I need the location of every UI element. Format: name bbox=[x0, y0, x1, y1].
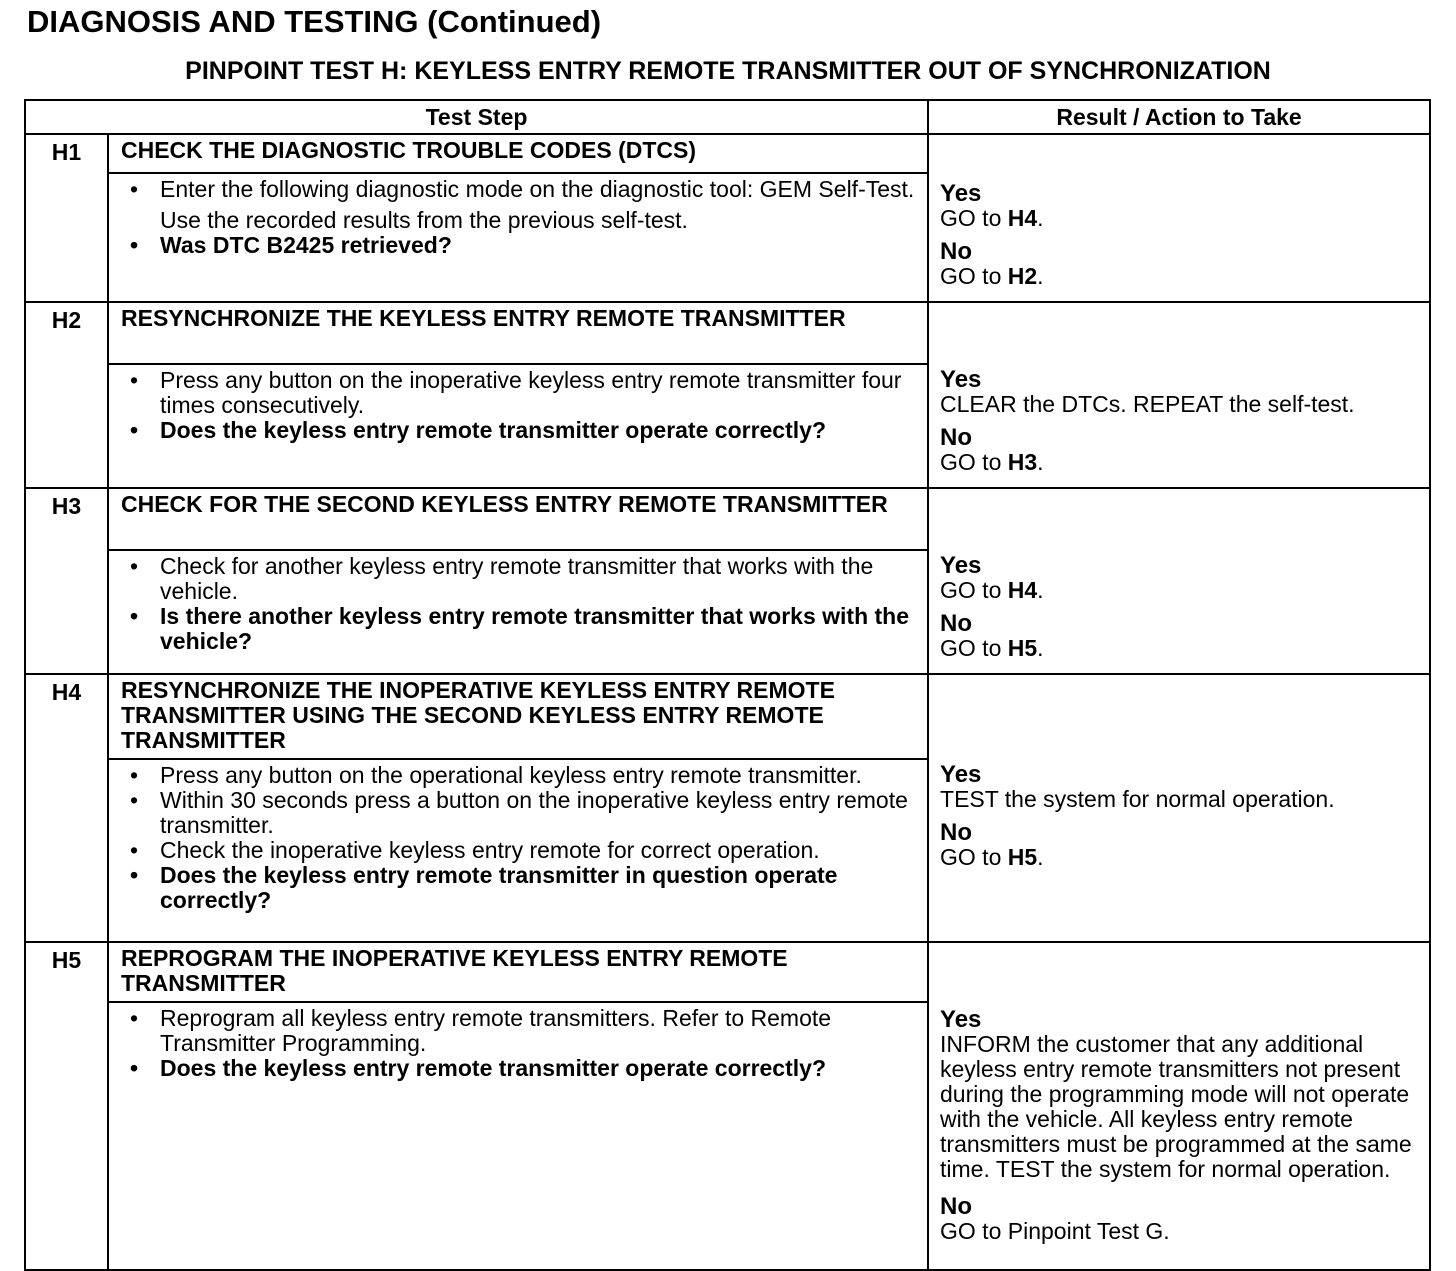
action-question: • Does the keyless entry remote transmitter in question operate correctly? bbox=[117, 863, 917, 913]
step-title: RESYNCHRONIZE THE INOPERATIVE KEYLESS ENTRY REMOTE TRANSMITTER USING THE SECOND KEYLESS ENTRY REMOTE TRANSMITTER bbox=[108, 674, 928, 759]
step-result bbox=[928, 134, 1430, 302]
result-no-action: GO to H3. bbox=[940, 449, 1044, 475]
step-id-spacer bbox=[25, 550, 108, 674]
result-no-label: No bbox=[940, 424, 973, 451]
step-title-row bbox=[25, 488, 1430, 550]
result-yes-label: Yes bbox=[940, 180, 982, 207]
column-header-test-step: Test Step bbox=[25, 100, 928, 134]
step-id-spacer bbox=[25, 1002, 108, 1270]
result-yes-label: Yes bbox=[940, 761, 982, 788]
step-title-row bbox=[25, 942, 1430, 1002]
action-item: • Check the inoperative keyless entry remote for correct operation. bbox=[117, 838, 917, 863]
step-actions bbox=[108, 364, 928, 488]
step-title-row bbox=[25, 302, 1430, 364]
result-no-label: No bbox=[940, 610, 973, 637]
result-no-action: GO to Pinpoint Test G. bbox=[940, 1218, 1170, 1244]
result-yes-label: Yes bbox=[940, 366, 982, 393]
step-result bbox=[928, 302, 1430, 488]
step-id: H2 bbox=[25, 302, 108, 364]
result-yes-action: INFORM the customer that any additional keyless entry remote transmitters not present during the programming mode will not operate with the vehicle. All keyless entry remote transmitters must be programmed at the same time. TEST the system for normal operation. bbox=[940, 1031, 1412, 1182]
step-actions bbox=[108, 173, 928, 302]
goto-step-link: H4 bbox=[1007, 205, 1038, 231]
step-title: RESYNCHRONIZE THE KEYLESS ENTRY REMOTE TRANSMITTER bbox=[108, 302, 928, 364]
step-title: CHECK FOR THE SECOND KEYLESS ENTRY REMOTE TRANSMITTER bbox=[108, 488, 928, 550]
result-yes-label: Yes bbox=[940, 1006, 982, 1033]
result-no-action: GO to H5. bbox=[940, 635, 1044, 661]
result-no-label: No bbox=[940, 238, 973, 265]
action-question: • Was DTC B2425 retrieved? bbox=[117, 233, 917, 258]
result-no-label: No bbox=[940, 1193, 973, 1220]
action-item: • Press any button on the inoperative keyless entry remote transmitter four times consecutively. bbox=[117, 368, 917, 418]
step-id-spacer bbox=[25, 759, 108, 942]
goto-step-link: H2 bbox=[1007, 263, 1038, 289]
result-yes-label: Yes bbox=[940, 552, 982, 579]
action-item: • Reprogram all keyless entry remote transmitters. Refer to Remote Transmitter Programming. bbox=[117, 1006, 917, 1056]
action-note: Use the recorded results from the previous self-test. bbox=[160, 207, 688, 234]
action-question: • Is there another keyless entry remote transmitter that works with the vehicle? bbox=[117, 604, 917, 654]
table-header-row bbox=[25, 100, 1430, 134]
page-title: DIAGNOSIS AND TESTING (Continued) bbox=[27, 4, 602, 39]
step-result bbox=[928, 488, 1430, 674]
step-result bbox=[928, 674, 1430, 942]
result-yes-action: GO to H4. bbox=[940, 205, 1044, 231]
result-yes-action: CLEAR the DTCs. REPEAT the self-test. bbox=[940, 391, 1355, 417]
goto-step-link: H4 bbox=[1007, 577, 1038, 603]
step-id: H5 bbox=[25, 942, 108, 1002]
result-no-action: GO to H5. bbox=[940, 844, 1044, 870]
goto-step-link: H5 bbox=[1007, 635, 1038, 661]
step-id-spacer bbox=[25, 173, 108, 302]
step-id: H1 bbox=[25, 134, 108, 173]
result-no-label: No bbox=[940, 819, 973, 846]
goto-step-link: H3 bbox=[1007, 449, 1038, 475]
step-id-spacer bbox=[25, 364, 108, 488]
action-item: • Within 30 seconds press a button on the inoperative keyless entry remote transmitter. bbox=[117, 788, 917, 838]
pinpoint-test-title: PINPOINT TEST H: KEYLESS ENTRY REMOTE TRANSMITTER OUT OF SYNCHRONIZATION bbox=[185, 57, 1271, 85]
step-title: CHECK THE DIAGNOSTIC TROUBLE CODES (DTCS) bbox=[108, 134, 928, 173]
result-yes-action: TEST the system for normal operation. bbox=[940, 786, 1335, 812]
pinpoint-test-table bbox=[24, 99, 1431, 1271]
step-title-row bbox=[25, 134, 1430, 173]
action-question: • Does the keyless entry remote transmitter operate correctly? bbox=[117, 418, 917, 443]
goto-step-link: H5 bbox=[1007, 844, 1038, 870]
action-item: • Enter the following diagnostic mode on the diagnostic tool: GEM Self-Test. bbox=[117, 177, 917, 202]
column-header-result: Result / Action to Take bbox=[928, 100, 1430, 134]
step-result bbox=[928, 942, 1430, 1270]
step-actions bbox=[108, 550, 928, 674]
result-yes-action: GO to H4. bbox=[940, 577, 1044, 603]
step-id: H3 bbox=[25, 488, 108, 550]
step-actions bbox=[108, 759, 928, 942]
result-no-action: GO to H2. bbox=[940, 263, 1044, 289]
action-item: • Press any button on the operational keyless entry remote transmitter. bbox=[117, 763, 917, 788]
step-actions bbox=[108, 1002, 928, 1270]
step-id: H4 bbox=[25, 674, 108, 759]
step-title: REPROGRAM THE INOPERATIVE KEYLESS ENTRY REMOTE TRANSMITTER bbox=[108, 942, 928, 1002]
step-title-row bbox=[25, 674, 1430, 759]
action-question: • Does the keyless entry remote transmitter operate correctly? bbox=[117, 1056, 917, 1081]
action-item: • Check for another keyless entry remote transmitter that works with the vehicle. bbox=[117, 554, 917, 604]
